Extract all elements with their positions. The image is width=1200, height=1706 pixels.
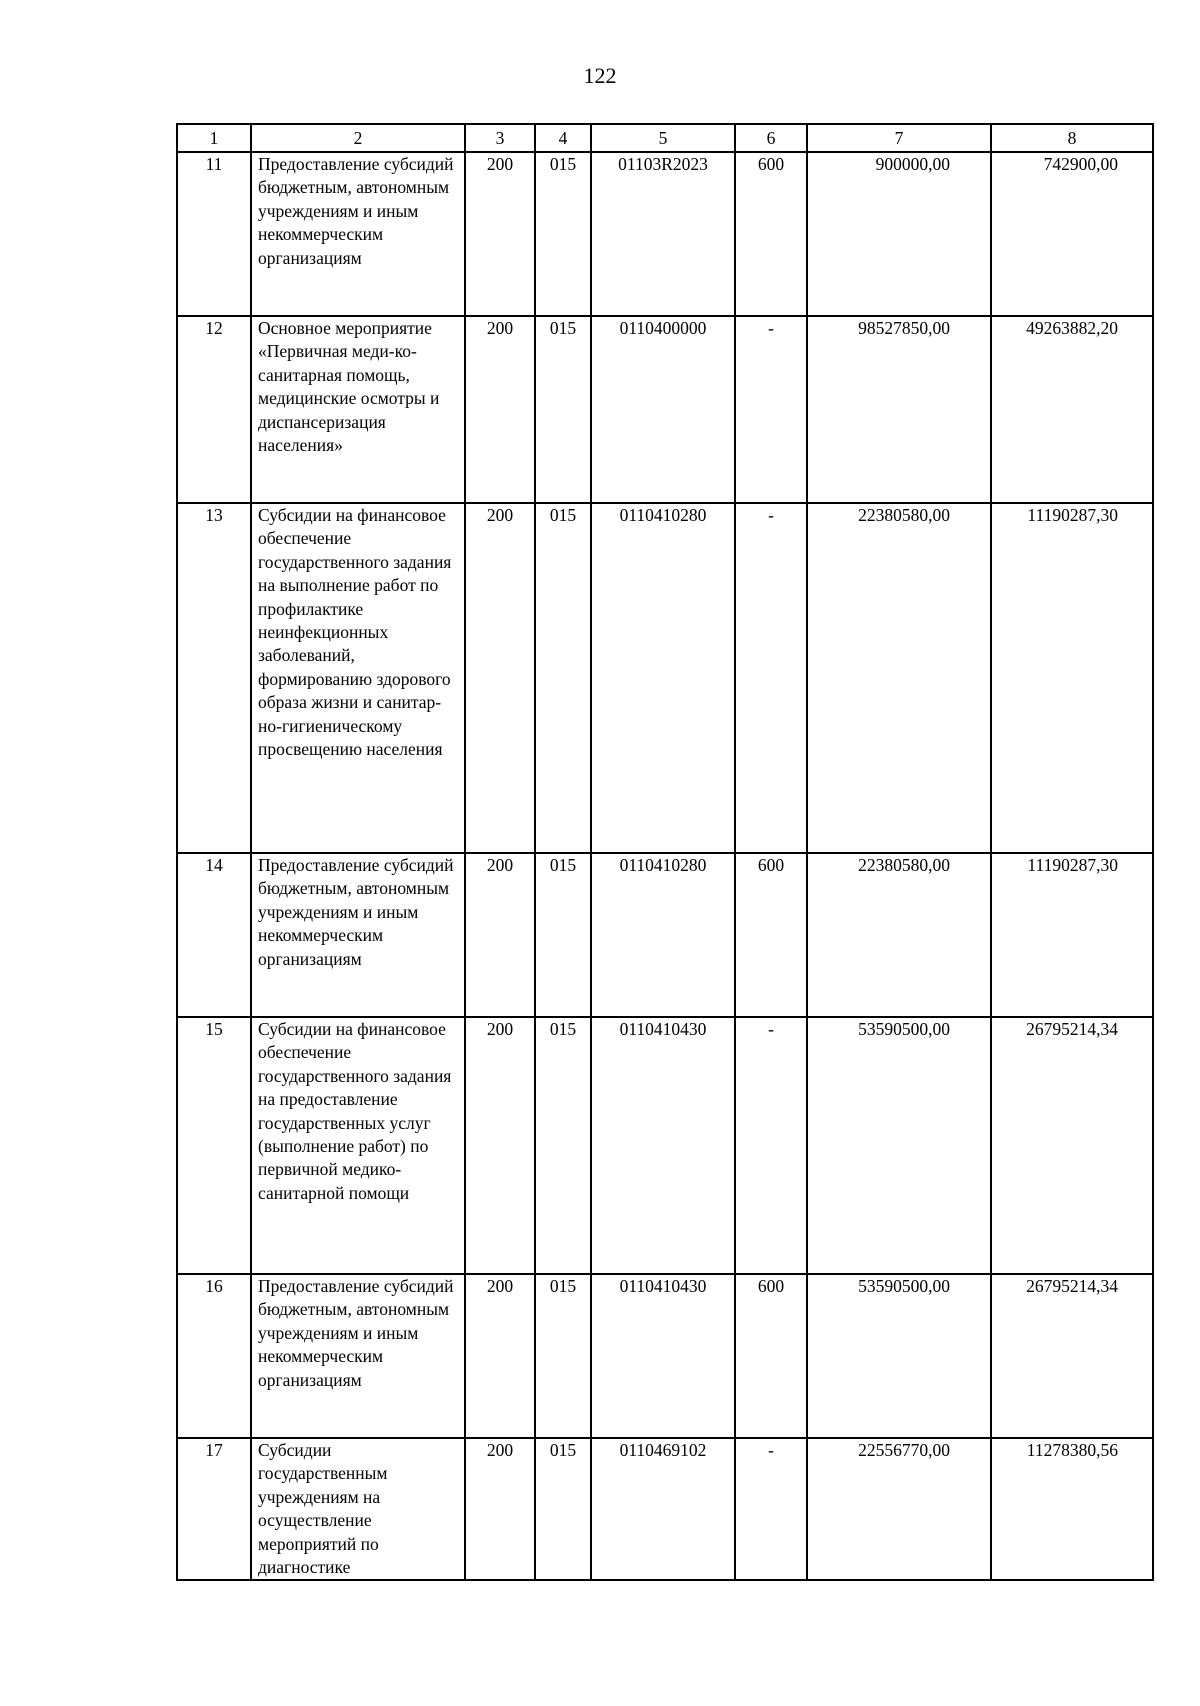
expense-type-cell: 600 (735, 152, 807, 316)
row-name-cell: Основное мероприятие «Первичная меди-ко-санитарная помощь, медицинские осмотры и диспансеризация населения» (251, 316, 465, 503)
planned-amount-cell: 22380580,00 (807, 853, 991, 1017)
row-name-cell: Предоставление субсидий бюджетным, автономным учреждениям и иным некоммерческим организациям (251, 853, 465, 1017)
row-number-cell: 14 (177, 853, 251, 1017)
planned-amount-cell: 900000,00 (807, 152, 991, 316)
table-header-row (177, 124, 1153, 152)
section-code-cell: 015 (535, 152, 591, 316)
actual-amount-cell: 11190287,30 (991, 503, 1153, 853)
row-name-cell: Предоставление субсидий бюджетным, автономным учреждениям и иным некоммерческим организациям (251, 1274, 465, 1438)
expense-type-cell: 600 (735, 1274, 807, 1438)
table-row (177, 1438, 1153, 1580)
header-cell: 4 (535, 124, 591, 152)
budget-table (176, 123, 1154, 1581)
row-name-cell: Предоставление субсидий бюджетным, автономным учреждениям и иным некоммерческим организациям (251, 152, 465, 316)
planned-amount-cell: 22380580,00 (807, 503, 991, 853)
planned-amount-cell: 53590500,00 (807, 1274, 991, 1438)
table-row (177, 503, 1153, 853)
planned-amount-cell: 53590500,00 (807, 1017, 991, 1274)
expense-type-cell: - (735, 1017, 807, 1274)
table-row (177, 1017, 1153, 1274)
target-code-cell: 0110410430 (591, 1017, 735, 1274)
target-code-cell: 0110410280 (591, 503, 735, 853)
header-cell: 1 (177, 124, 251, 152)
actual-amount-cell: 26795214,34 (991, 1274, 1153, 1438)
table-row (177, 853, 1153, 1017)
header-cell: 5 (591, 124, 735, 152)
row-number-cell: 13 (177, 503, 251, 853)
target-code-cell: 0110469102 (591, 1438, 735, 1580)
header-cell: 8 (991, 124, 1153, 152)
row-number-cell: 16 (177, 1274, 251, 1438)
expense-type-cell: 600 (735, 853, 807, 1017)
table-row (177, 1274, 1153, 1438)
row-name-cell: Субсидии на финансовое обеспечение государственного задания на предоставление государственных услуг (выполнение работ) по первичной медико-санитарной помощи (251, 1017, 465, 1274)
actual-amount-cell: 11278380,56 (991, 1438, 1153, 1580)
header-cell: 2 (251, 124, 465, 152)
page-number: 122 (583, 63, 617, 88)
ministry-code-cell: 200 (465, 152, 535, 316)
header-cell: 6 (735, 124, 807, 152)
actual-amount-cell: 26795214,34 (991, 1017, 1153, 1274)
ministry-code-cell: 200 (465, 316, 535, 503)
row-name-cell: Субсидии на финансовое обеспечение государственного задания на выполнение работ по профилактике неинфекционных заболеваний, формированию здорового образа жизни и санитар-но-гигиеническому просвещению населения (251, 503, 465, 853)
target-code-cell: 0110410430 (591, 1274, 735, 1438)
section-code-cell: 015 (535, 853, 591, 1017)
header-cell: 7 (807, 124, 991, 152)
ministry-code-cell: 200 (465, 1274, 535, 1438)
expense-type-cell: - (735, 503, 807, 853)
row-number-cell: 12 (177, 316, 251, 503)
ministry-code-cell: 200 (465, 503, 535, 853)
section-code-cell: 015 (535, 316, 591, 503)
actual-amount-cell: 49263882,20 (991, 316, 1153, 503)
table-row (177, 316, 1153, 503)
target-code-cell: 0110400000 (591, 316, 735, 503)
section-code-cell: 015 (535, 503, 591, 853)
expense-type-cell: - (735, 1438, 807, 1580)
row-number-cell: 11 (177, 152, 251, 316)
header-cell: 3 (465, 124, 535, 152)
ministry-code-cell: 200 (465, 1017, 535, 1274)
table-row (177, 152, 1153, 316)
planned-amount-cell: 98527850,00 (807, 316, 991, 503)
row-number-cell: 17 (177, 1438, 251, 1580)
actual-amount-cell: 11190287,30 (991, 853, 1153, 1017)
target-code-cell: 01103R2023 (591, 152, 735, 316)
ministry-code-cell: 200 (465, 853, 535, 1017)
section-code-cell: 015 (535, 1274, 591, 1438)
actual-amount-cell: 742900,00 (991, 152, 1153, 316)
planned-amount-cell: 22556770,00 (807, 1438, 991, 1580)
section-code-cell: 015 (535, 1017, 591, 1274)
section-code-cell: 015 (535, 1438, 591, 1580)
row-name-cell: Субсидии государственным учреждениям на осуществление мероприятий по диагностике (251, 1438, 465, 1580)
expense-type-cell: - (735, 316, 807, 503)
row-number-cell: 15 (177, 1017, 251, 1274)
ministry-code-cell: 200 (465, 1438, 535, 1580)
target-code-cell: 0110410280 (591, 853, 735, 1017)
